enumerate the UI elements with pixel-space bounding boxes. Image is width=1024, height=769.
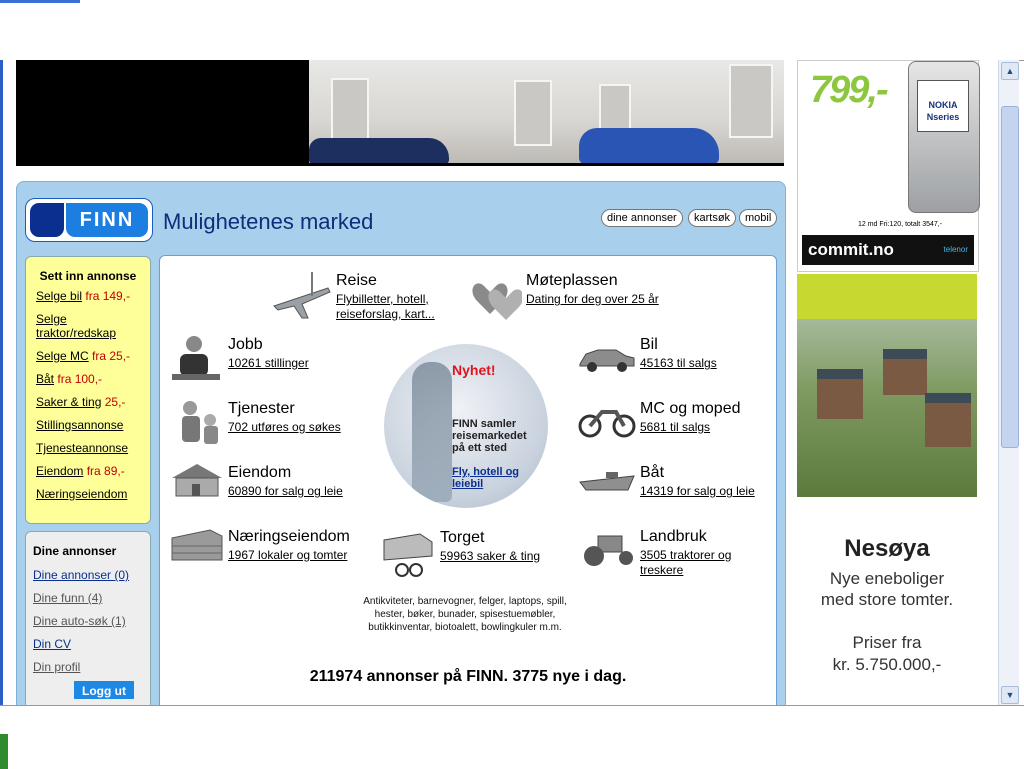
category-reise[interactable]	[336, 272, 466, 322]
category-title: Bil	[640, 336, 658, 353]
sell-item	[36, 418, 150, 432]
category-title: Næringseiendom	[228, 528, 350, 545]
category-sub-link[interactable]: 60890 for salg og leie	[228, 484, 343, 498]
active-tab-indicator	[0, 0, 80, 3]
service-worker-icon	[176, 398, 224, 450]
sell-item	[36, 464, 150, 478]
sell-link-tjeneste[interactable]: Tjenesteannonse	[36, 441, 129, 455]
phone-image	[908, 61, 980, 213]
category-bat[interactable]	[640, 464, 770, 499]
category-title: Torget	[440, 529, 485, 546]
sell-item	[36, 441, 150, 455]
nesoya-line: med store tomter.	[820, 590, 954, 609]
category-moteplassen[interactable]	[526, 272, 676, 307]
torget-description: Antikviteter, barnevogner, felger, laptops, spill, hester, bøker, bunader, spisestuemøbler, butikkinventar, biotoalett, bowlingkuler m.m.	[363, 596, 567, 633]
sell-price: fra 100,-	[57, 372, 103, 386]
category-sub-link[interactable]: 45163 til salgs	[640, 356, 717, 370]
my-profile-link[interactable]: Din profil	[33, 660, 81, 674]
category-title: Tjenester	[228, 400, 295, 417]
sofa-icon	[380, 530, 436, 578]
page-content	[5, 60, 998, 705]
commit-logo	[802, 235, 974, 265]
sell-link-saker[interactable]: Saker & ting	[36, 395, 102, 409]
category-title: MC og moped	[640, 400, 741, 417]
category-naering[interactable]	[228, 528, 378, 563]
scroll-thumb[interactable]	[1001, 106, 1019, 448]
category-title: Møteplassen	[526, 272, 618, 289]
category-jobb[interactable]	[228, 336, 368, 371]
sell-item	[36, 289, 150, 303]
my-ads-title: Dine annonser	[33, 544, 117, 558]
category-sub-link[interactable]: Flybilletter, hotell, reiseforslag, kart...	[336, 292, 435, 321]
category-title: Reise	[336, 272, 377, 289]
vertical-scrollbar[interactable]	[998, 60, 1019, 705]
slogan: Mulighetenes marked	[163, 209, 374, 234]
car-icon	[578, 344, 636, 374]
office-building-icon	[170, 528, 224, 564]
left-frame-accent	[0, 60, 3, 705]
category-title: Jobb	[228, 336, 263, 353]
category-tjenester[interactable]	[228, 400, 368, 435]
logout-button[interactable]: Logg ut	[74, 681, 134, 699]
category-sub-link[interactable]: 3505 traktorer og treskere	[640, 548, 732, 577]
phone-series: Nseries	[926, 112, 960, 122]
nesoya-title: Nesøya	[844, 535, 930, 562]
sell-link-bil[interactable]: Selge bil	[36, 289, 83, 303]
promo-badge: Nyhet!	[452, 362, 496, 378]
tractor-icon	[580, 530, 636, 568]
category-bil[interactable]	[640, 336, 770, 371]
scroll-up-icon[interactable]: ▲	[1001, 62, 1019, 80]
phone-screen	[917, 80, 969, 132]
sell-item	[36, 487, 150, 501]
finn-logo[interactable]	[25, 198, 153, 242]
sell-price: fra 89,-	[86, 464, 125, 478]
sell-link-stilling[interactable]: Stillingsannonse	[36, 418, 124, 432]
my-finds-link[interactable]: Dine funn (4)	[33, 591, 103, 605]
phone-brand: NOKIA	[928, 100, 958, 110]
sell-item	[36, 312, 150, 340]
hero-window	[729, 64, 773, 138]
category-mc[interactable]	[640, 400, 770, 435]
category-sub-link[interactable]: Dating for deg over 25 år	[526, 292, 659, 306]
nesoya-house	[883, 349, 927, 395]
boat-icon	[578, 470, 636, 494]
telenor-logo: telenor	[943, 245, 968, 254]
sell-link-mc[interactable]: Selge MC	[36, 349, 89, 363]
sell-item	[36, 372, 150, 386]
hero-window	[331, 78, 369, 142]
dine-annonser-button[interactable]: dine annonser	[601, 209, 683, 227]
sell-item	[36, 349, 150, 363]
sell-item	[36, 395, 150, 409]
nesoya-photo	[797, 319, 977, 497]
ad-column	[797, 60, 982, 705]
category-landbruk[interactable]	[640, 528, 770, 578]
logo-wordmark: FINN	[66, 203, 148, 237]
sell-link-naering[interactable]: Næringseiendom	[36, 487, 128, 501]
category-title: Eiendom	[228, 464, 292, 481]
sell-box	[25, 256, 151, 524]
category-grid	[159, 255, 777, 705]
browser-toolbar	[0, 0, 1024, 61]
nokia-ad[interactable]	[797, 60, 979, 272]
ad-price: 799,-	[810, 69, 887, 111]
category-sub-link[interactable]: 14319 for salg og leie	[640, 484, 755, 498]
motorcycle-icon	[578, 402, 636, 438]
hiker-silhouette	[412, 362, 452, 502]
nesoya-house	[925, 393, 971, 447]
ad-fine-print: 12 md Fri:120, totalt 3547,-	[858, 221, 943, 228]
sell-link-traktor[interactable]: Selge traktor/redskap	[36, 312, 117, 340]
worker-icon	[170, 334, 222, 384]
category-title: Båt	[640, 464, 665, 481]
sell-price: fra 25,-	[92, 349, 131, 363]
my-ads-box	[25, 531, 151, 705]
hero-window	[514, 80, 552, 146]
nesoya-line: Priser fra	[852, 633, 922, 652]
scroll-down-icon[interactable]: ▼	[1001, 686, 1019, 704]
category-eiendom[interactable]	[228, 464, 368, 499]
mobil-button[interactable]: mobil	[739, 209, 777, 227]
sell-box-title: Sett inn annonse	[39, 269, 137, 283]
sell-price: fra 149,-	[85, 289, 131, 303]
kartsok-button[interactable]: kartsøk	[688, 209, 736, 227]
sell-price: 25,-	[104, 395, 126, 409]
sell-link-eiendom[interactable]: Eiendom	[36, 464, 84, 478]
finn-main-panel	[16, 181, 786, 705]
category-sub-link[interactable]: 5681 til salgs	[640, 420, 711, 434]
nesoya-ad[interactable]	[797, 274, 977, 705]
logo-square	[30, 203, 64, 237]
hero-car-dark	[309, 138, 449, 163]
hero-car-blue	[579, 128, 719, 163]
travel-promo[interactable]	[384, 344, 548, 508]
nesoya-house	[817, 369, 863, 419]
category-sub-link[interactable]: 702 utføres og søkes	[228, 420, 341, 434]
my-cv-link[interactable]: Din CV	[33, 637, 72, 651]
commit-text: commit.no	[808, 240, 894, 259]
taskbar-edge	[0, 734, 8, 769]
nesoya-line: kr. 5.750.000,-	[832, 655, 942, 674]
sell-link-bat[interactable]: Båt	[36, 372, 55, 386]
my-autosearch-link[interactable]: Dine auto-søk (1)	[33, 614, 126, 628]
promo-link[interactable]: Fly, hotell og leiebil	[452, 466, 520, 490]
hero-photo	[309, 60, 784, 163]
category-sub-link[interactable]: 59963 saker & ting	[440, 549, 541, 563]
hero-banner	[16, 60, 784, 166]
category-sub-link[interactable]: 1967 lokaler og tomter	[228, 548, 348, 562]
category-torget[interactable]	[440, 529, 570, 564]
nesoya-text-area	[797, 497, 977, 705]
total-ads-count: 211974 annonser på FINN. 3775 nye i dag.	[309, 668, 627, 685]
category-sub-link[interactable]: 10261 stillinger	[228, 356, 309, 370]
my-ads-link[interactable]: Dine annonser (0)	[33, 568, 130, 582]
nesoya-line: Nye eneboliger	[829, 569, 945, 588]
airplane-icon	[272, 270, 332, 320]
category-title: Landbruk	[640, 528, 707, 545]
house-icon	[170, 462, 224, 498]
promo-text: FINN samler reisemarkedet på ett sted	[452, 418, 527, 454]
hearts-icon	[470, 278, 522, 322]
status-area	[0, 705, 1024, 769]
